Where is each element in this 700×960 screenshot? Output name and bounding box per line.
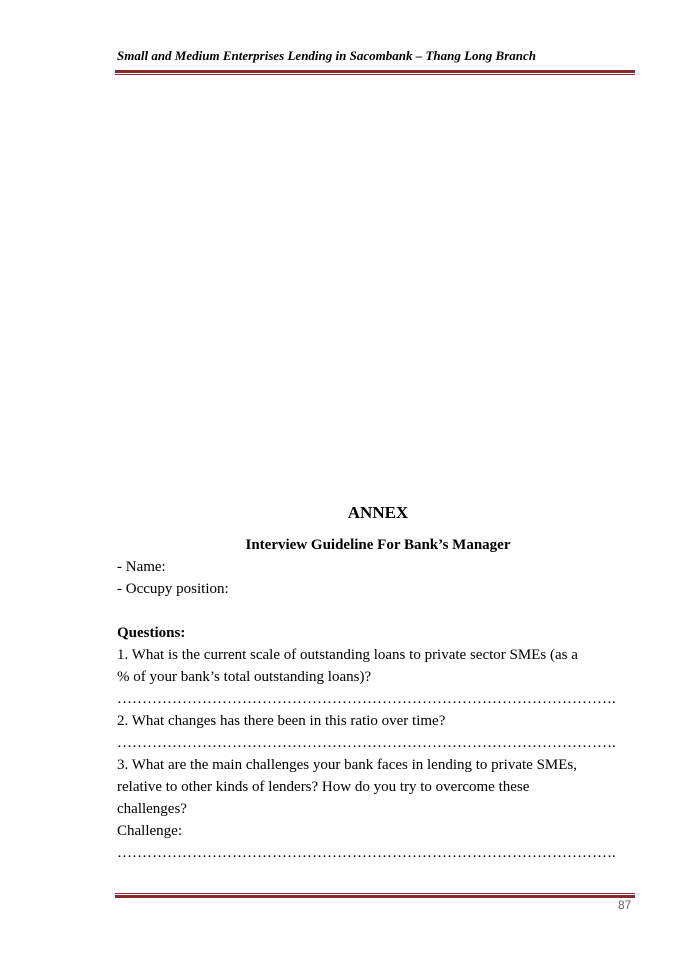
question-1-line-1: 1. What is the current scale of outstanding loans to private sector SMEs (as a [117, 647, 578, 663]
position-field: - Occupy position: [117, 581, 229, 597]
annex-content [117, 500, 635, 864]
challenge-label: Challenge: [117, 823, 182, 839]
question-2-line-1: 2. What changes has there been in this ratio over time? [117, 713, 446, 729]
question-3-line-1: 3. What are the main challenges your bank faces in lending to private SMEs, [117, 757, 578, 773]
running-header: Small and Medium Enterprises Lending in Sacombank – Thang Long Branch [117, 48, 536, 63]
answer-dots-1: ………………………………………………………………………………………. [117, 691, 616, 707]
annex-title: ANNEX [347, 503, 409, 522]
question-3-line-2: relative to other kinds of lenders? How do you try to overcome these [117, 779, 530, 795]
header-rule [115, 70, 635, 75]
answer-dots-2: ………………………………………………………………………………………. [117, 735, 616, 751]
questions-heading: Questions: [117, 625, 186, 641]
question-3-line-3: challenges? [117, 801, 187, 817]
name-field: - Name: [117, 559, 166, 575]
annex-subtitle: Interview Guideline For Bank’s Manager [245, 537, 511, 553]
answer-dots-3: ………………………………………………………………………………………. [117, 845, 616, 861]
footer-rule [115, 893, 635, 898]
page-number: 87 [618, 898, 632, 912]
question-1-line-2: % of your bank’s total outstanding loans)? [117, 669, 372, 685]
